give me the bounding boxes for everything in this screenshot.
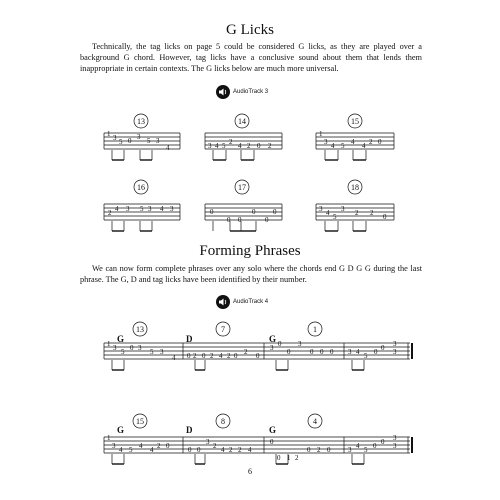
svg-text:3: 3 — [137, 133, 141, 141]
svg-text:4: 4 — [215, 142, 219, 150]
svg-text:1: 1 — [107, 130, 111, 138]
svg-text:4: 4 — [119, 446, 123, 454]
svg-text:4: 4 — [356, 442, 360, 450]
svg-text:2: 2 — [295, 454, 299, 462]
svg-text:0: 0 — [128, 137, 132, 145]
svg-text:5: 5 — [364, 352, 368, 360]
svg-text:1: 1 — [319, 130, 323, 138]
phrase-2 — [104, 414, 412, 464]
svg-text:3: 3 — [393, 442, 397, 450]
svg-text:0: 0 — [187, 352, 191, 360]
svg-text:2: 2 — [157, 442, 161, 450]
svg-text:2: 2 — [268, 142, 272, 150]
svg-text:0: 0 — [310, 348, 314, 356]
svg-text:2: 2 — [369, 138, 373, 146]
svg-text:4: 4 — [139, 442, 143, 450]
svg-text:D: D — [186, 334, 193, 344]
svg-text:0: 0 — [256, 352, 260, 360]
audio-track-label: AudioTrack 3 — [233, 89, 269, 95]
svg-text:1: 1 — [287, 454, 291, 462]
svg-text:4: 4 — [172, 354, 176, 362]
svg-text:3: 3 — [160, 348, 164, 356]
g-licks-heading: G Licks — [226, 22, 274, 38]
svg-text:0: 0 — [273, 208, 277, 216]
svg-text:0: 0 — [202, 352, 206, 360]
svg-text:3: 3 — [208, 142, 212, 150]
svg-text:0: 0 — [257, 142, 261, 150]
page-number: 6 — [248, 467, 252, 476]
svg-text:2: 2 — [108, 209, 112, 217]
svg-text:0: 0 — [381, 438, 385, 446]
svg-text:1: 1 — [107, 434, 111, 442]
svg-text:0: 0 — [270, 438, 274, 446]
svg-text:G: G — [269, 425, 277, 435]
svg-text:5: 5 — [147, 137, 151, 145]
svg-text:3: 3 — [113, 134, 117, 142]
svg-text:G: G — [117, 425, 125, 435]
svg-text:7: 7 — [221, 325, 225, 334]
svg-text:G: G — [117, 334, 125, 344]
svg-text:5: 5 — [119, 138, 123, 146]
svg-text:4: 4 — [331, 142, 335, 150]
svg-text:0: 0 — [234, 352, 238, 360]
g-licks-paragraph: Technically, the tag licks on page 5 could be considered G licks, as they are played over a background G chord. However, tag licks have a conclusive sound about them that lends them inappropriate in certain contexts. The G licks below are much more universal. — [80, 42, 422, 73]
svg-text:0: 0 — [197, 446, 201, 454]
svg-text:0: 0 — [278, 340, 282, 348]
svg-text:0: 0 — [378, 138, 382, 146]
svg-text:4: 4 — [221, 446, 225, 454]
svg-text:2: 2 — [247, 142, 251, 150]
svg-text:3: 3 — [319, 205, 323, 213]
svg-text:0: 0 — [373, 442, 377, 450]
svg-text:5: 5 — [222, 142, 226, 150]
svg-text:3: 3 — [393, 348, 397, 356]
svg-text:3: 3 — [270, 344, 274, 352]
svg-text:4: 4 — [362, 142, 366, 150]
svg-text:1: 1 — [313, 325, 317, 334]
svg-text:15: 15 — [136, 417, 144, 426]
audio-track-label: AudioTrack 4 — [233, 299, 269, 305]
svg-text:4: 4 — [248, 446, 252, 454]
svg-text:0: 0 — [238, 216, 242, 224]
lick-number: 13 — [137, 117, 145, 126]
svg-text:17: 17 — [238, 183, 246, 192]
svg-text:3: 3 — [148, 205, 152, 213]
svg-text:2: 2 — [229, 446, 233, 454]
svg-text:2: 2 — [193, 352, 197, 360]
svg-text:4: 4 — [238, 142, 242, 150]
svg-text:2: 2 — [355, 209, 359, 217]
svg-text:0: 0 — [227, 216, 231, 224]
svg-text:5: 5 — [121, 348, 125, 356]
svg-text:4: 4 — [166, 144, 170, 152]
svg-text:4: 4 — [219, 352, 223, 360]
svg-text:5: 5 — [364, 446, 368, 454]
svg-text:8: 8 — [221, 417, 225, 426]
svg-text:D: D — [186, 425, 193, 435]
svg-text:4: 4 — [313, 417, 317, 426]
svg-text:3: 3 — [170, 205, 174, 213]
svg-text:3: 3 — [112, 442, 116, 450]
svg-text:3: 3 — [298, 340, 302, 348]
svg-text:3: 3 — [138, 344, 142, 352]
svg-text:3: 3 — [156, 137, 160, 145]
svg-text:2: 2 — [213, 442, 217, 450]
svg-text:3: 3 — [206, 438, 210, 446]
svg-text:4: 4 — [351, 138, 355, 146]
svg-text:18: 18 — [351, 183, 359, 192]
svg-text:0: 0 — [327, 446, 331, 454]
svg-text:2: 2 — [210, 352, 214, 360]
svg-text:0: 0 — [166, 442, 170, 450]
svg-text:13: 13 — [136, 325, 144, 334]
svg-text:4: 4 — [150, 446, 154, 454]
svg-text:0: 0 — [265, 216, 269, 224]
svg-text:2: 2 — [229, 138, 233, 146]
svg-text:4: 4 — [115, 205, 119, 213]
svg-text:3: 3 — [393, 340, 397, 348]
svg-text:2: 2 — [238, 446, 242, 454]
forming-phrases-paragraph: We can now form complete phrases over any solo where the chords end G D G G during the last phrase. The G, D and tag licks have been identified by their number. — [80, 264, 422, 284]
svg-text:5: 5 — [333, 213, 337, 221]
svg-text:0: 0 — [277, 454, 281, 462]
svg-text:2: 2 — [227, 352, 231, 360]
svg-text:3: 3 — [393, 434, 397, 442]
forming-phrases-heading: Forming Phrases — [199, 243, 301, 259]
svg-text:G: G — [269, 334, 277, 344]
svg-text:3: 3 — [348, 348, 352, 356]
svg-text:5: 5 — [140, 205, 144, 213]
svg-text:0: 0 — [320, 348, 324, 356]
svg-text:0: 0 — [330, 348, 334, 356]
svg-text:3: 3 — [348, 446, 352, 454]
svg-text:4: 4 — [356, 348, 360, 356]
svg-text:5: 5 — [341, 142, 345, 150]
svg-text:3: 3 — [324, 138, 328, 146]
svg-text:15: 15 — [351, 117, 359, 126]
svg-text:0: 0 — [381, 344, 385, 352]
svg-text:0: 0 — [287, 348, 291, 356]
svg-text:0: 0 — [188, 446, 192, 454]
svg-text:2: 2 — [244, 348, 248, 356]
svg-text:4: 4 — [160, 205, 164, 213]
phrase-1 — [104, 322, 412, 370]
svg-text:4: 4 — [326, 209, 330, 217]
svg-text:14: 14 — [238, 117, 246, 126]
svg-text:3: 3 — [341, 205, 345, 213]
svg-text:3: 3 — [113, 344, 117, 352]
svg-text:5: 5 — [150, 348, 154, 356]
svg-text:2: 2 — [317, 446, 321, 454]
svg-text:0: 0 — [252, 208, 256, 216]
svg-text:0: 0 — [383, 213, 387, 221]
svg-text:0: 0 — [374, 348, 378, 356]
svg-text:0: 0 — [130, 344, 134, 352]
svg-text:3: 3 — [126, 205, 130, 213]
svg-text:0: 0 — [210, 208, 214, 216]
svg-text:5: 5 — [129, 446, 133, 454]
svg-text:0: 0 — [307, 446, 311, 454]
svg-text:2: 2 — [370, 209, 374, 217]
svg-text:16: 16 — [137, 183, 145, 192]
svg-text:1: 1 — [107, 340, 111, 348]
